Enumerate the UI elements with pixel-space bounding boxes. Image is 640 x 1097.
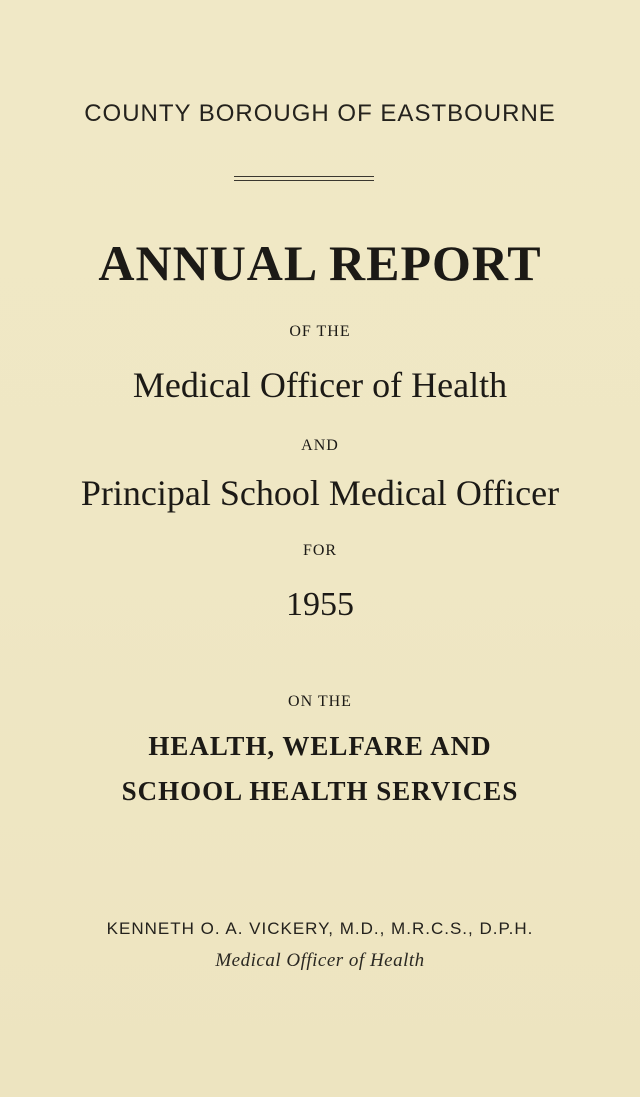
officer-title-health: Medical Officer of Health	[132, 365, 508, 405]
subject-line-2: SCHOOL HEALTH SERVICES	[121, 776, 519, 806]
officer-title-school: Principal School Medical Officer	[80, 473, 560, 513]
subject-line-1: HEALTH, WELFARE AND	[148, 731, 492, 761]
for-connector: FOR	[302, 542, 338, 559]
author-name: KENNETH O. A. VICKERY, M.D., M.R.C.S., D.P.H.	[106, 919, 534, 938]
and-connector: AND	[301, 437, 339, 454]
double-rule-divider-bottom	[234, 180, 374, 181]
authority-heading: COUNTY BOROUGH OF EASTBOURNE	[84, 100, 556, 127]
on-the-connector: ON THE	[288, 693, 352, 710]
report-year: 1955	[286, 586, 354, 623]
author-role: Medical Officer of Health	[215, 950, 425, 971]
of-the-connector: OF THE	[289, 323, 351, 340]
report-title: ANNUAL REPORT	[98, 235, 542, 291]
double-rule-divider-top	[234, 176, 374, 177]
